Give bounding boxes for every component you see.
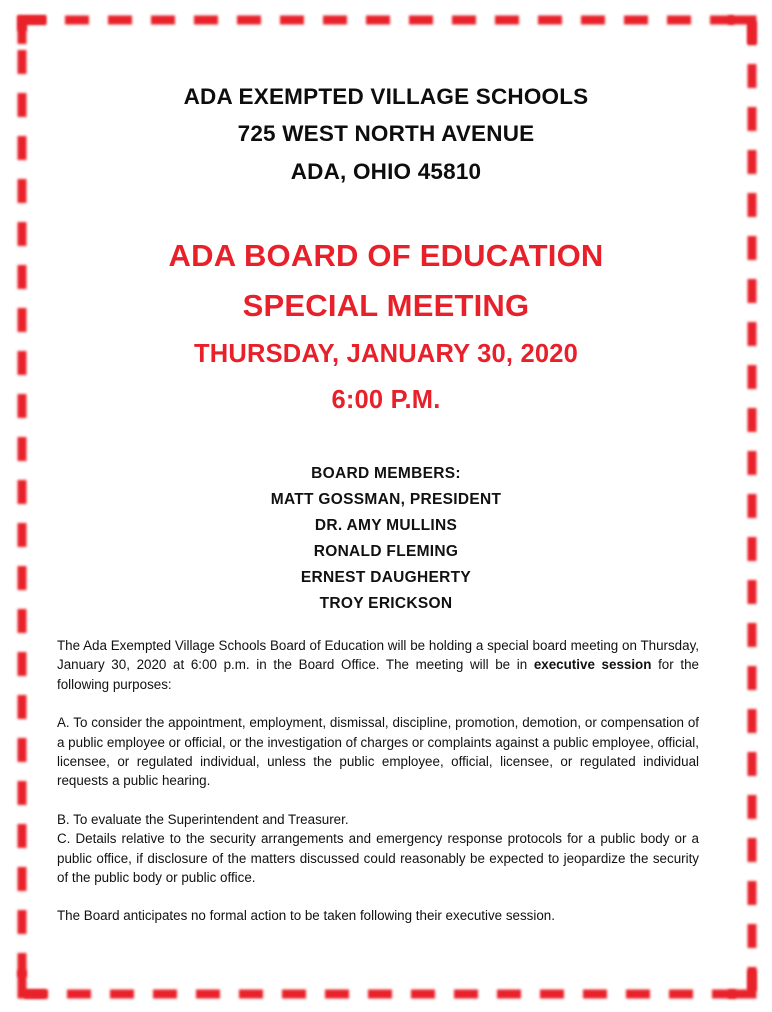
- intro-text-end: for the following purposes:: [57, 657, 699, 692]
- board-member: MATT GOSSMAN, PRESIDENT: [270, 491, 502, 508]
- closing-statement: The Board anticipates no formal action to be taken following their executive session.: [57, 908, 555, 924]
- meeting-time: 6:00 P.M.: [331, 386, 441, 414]
- notice-body: [57, 636, 699, 926]
- intro-paragraph: [57, 636, 699, 694]
- meeting-date: THURSDAY, JANUARY 30, 2020: [193, 340, 579, 368]
- board-title: ADA BOARD OF EDUCATION: [168, 238, 604, 273]
- board-member: TROY ERICKSON: [319, 595, 453, 612]
- board-members-heading: BOARD MEMBERS:: [311, 465, 461, 482]
- street-address: 725 WEST NORTH AVENUE: [237, 121, 535, 146]
- meeting-type: SPECIAL MEETING: [242, 288, 530, 323]
- purpose-a: A. To consider the appointment, employment, dismissal, discipline, promotion, demotion, or compensation of a public employee or official, or the investigation of charges or complaints against a public employee, official, licensee, or regulated individual, unless the public employee, official, licensee, or regulated individual requests a public hearing.: [57, 715, 699, 789]
- district-name: ADA EXEMPTED VILLAGE SCHOOLS: [183, 84, 589, 109]
- board-member: RONALD FLEMING: [313, 543, 459, 560]
- executive-session-text: executive session: [533, 657, 652, 673]
- purpose-c: C. Details relative to the security arrangements and emergency response protocols for a public body or a public office, if disclosure of the matters discussed could reasonably be expected to jeopardize the security of the public body or public office.: [57, 831, 699, 886]
- intro-text: The Ada Exempted Village Schools Board of Education will be holding a special board meeting on Thursday, January 30, 2020 at 6:00 p.m. in the Board Office. The meeting will be in: [57, 638, 699, 673]
- city-address: ADA, OHIO 45810: [290, 159, 482, 184]
- board-member: DR. AMY MULLINS: [314, 517, 458, 534]
- purpose-b: B. To evaluate the Superintendent and Treasurer.: [57, 811, 349, 827]
- board-member: ERNEST DAUGHERTY: [300, 569, 472, 586]
